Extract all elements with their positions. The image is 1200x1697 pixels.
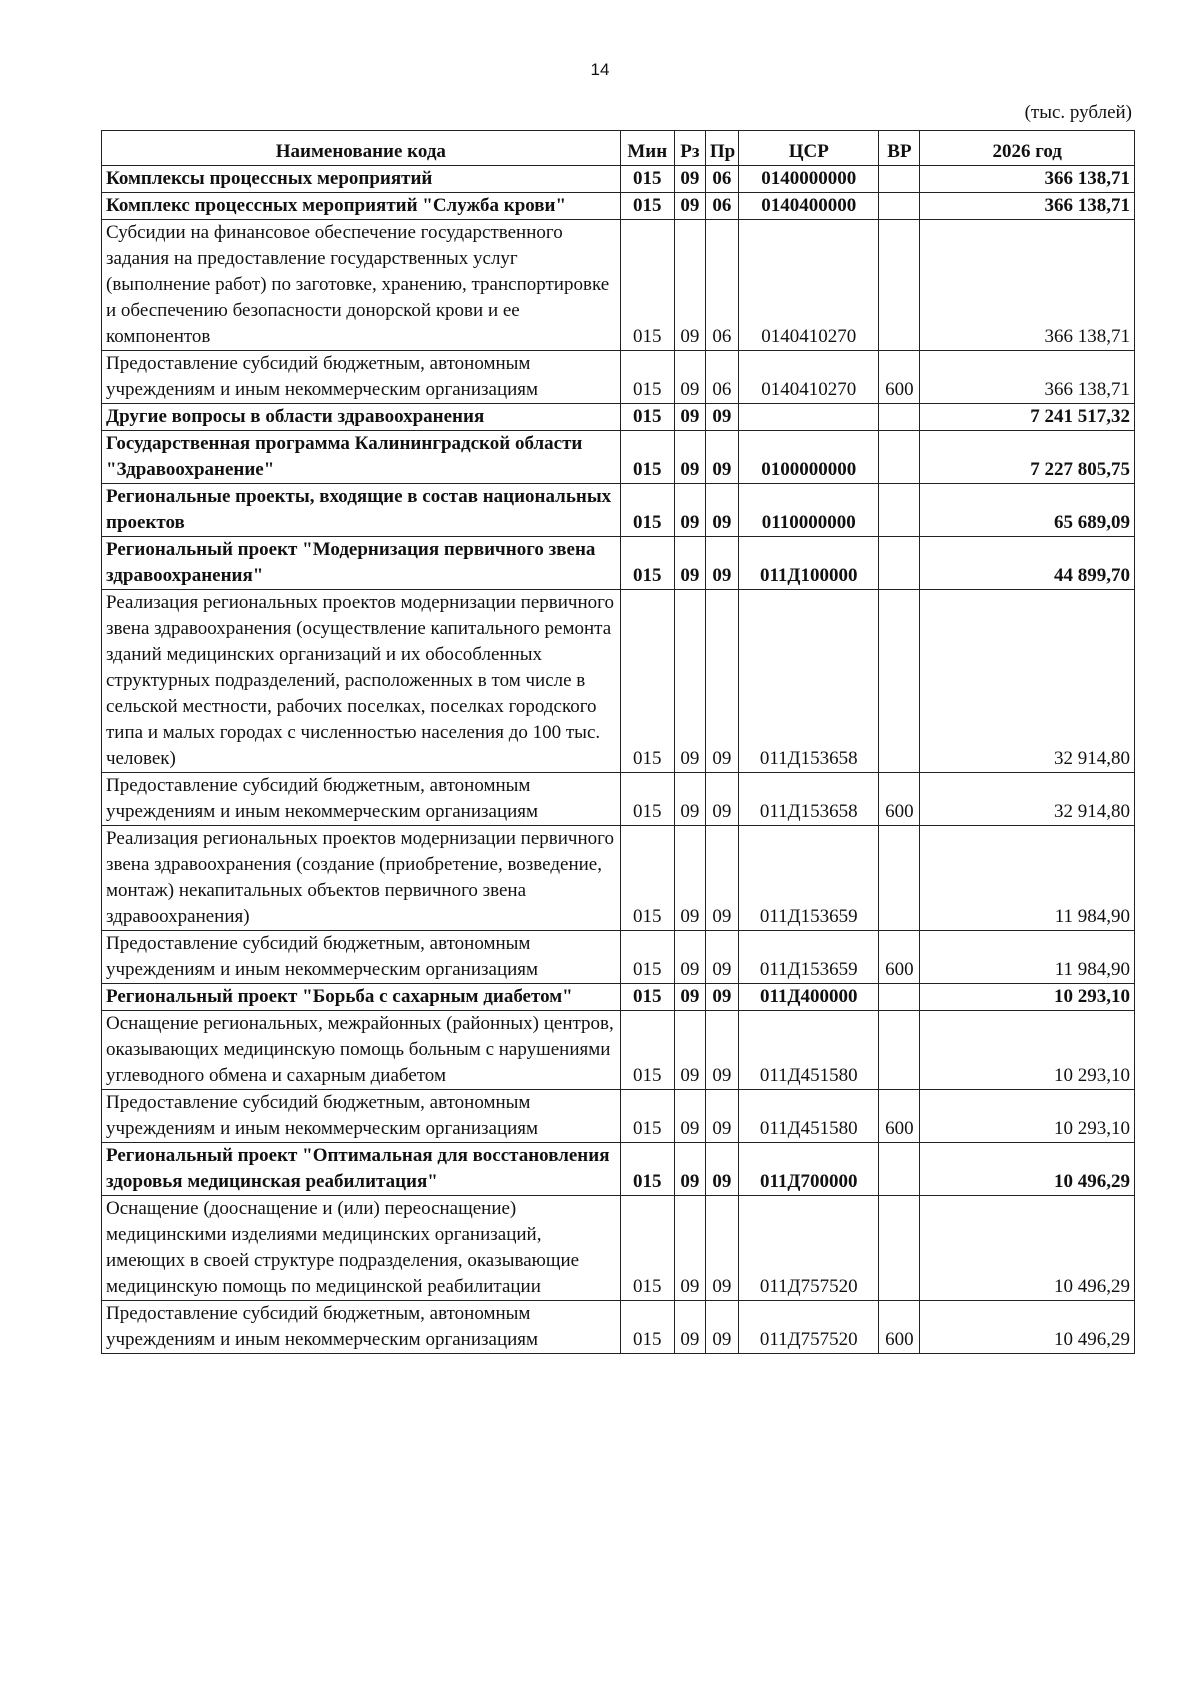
- cell-name: Предоставление субсидий бюджетным, автономным учреждениям и иным некоммерческим организациям: [102, 773, 621, 826]
- cell-name: Комплекс процессных мероприятий "Служба крови": [102, 193, 621, 220]
- cell-name: Реализация региональных проектов модернизации первичного звена здравоохранения (осуществление капитального ремонта зданий медицинских организаций и их обособленных структурных подразделений, расположенных в том числе в сельской местности, рабочих поселках, поселках городского типа и малых городах с численностью населения до 100 тыс. человек): [102, 590, 621, 773]
- cell-min: 015: [620, 984, 674, 1011]
- cell-amount: 11 984,90: [920, 826, 1135, 931]
- cell-rz: 09: [674, 404, 705, 431]
- cell-amount: 7 227 805,75: [920, 431, 1135, 484]
- header-pr: Пр: [705, 131, 738, 166]
- cell-vr: [879, 220, 920, 351]
- table-row: [102, 773, 1135, 826]
- cell-csr: 011Д757520: [739, 1196, 879, 1301]
- cell-rz: 09: [674, 826, 705, 931]
- cell-name: Оснащение (дооснащение и (или) переоснащение) медицинскими изделиями медицинских организаций, имеющих в своей структуре подразделения, оказывающие медицинскую помощь по медицинской реабилитации: [102, 1196, 621, 1301]
- cell-name: Реализация региональных проектов модернизации первичного звена здравоохранения (создание (приобретение, возведение, монтаж) некапитальных объектов первичного звена здравоохранения): [102, 826, 621, 931]
- page-number: 14: [590, 60, 610, 79]
- cell-vr: 600: [879, 351, 920, 404]
- cell-amount: 32 914,80: [920, 590, 1135, 773]
- cell-name: Региональный проект "Модернизация первичного звена здравоохранения": [102, 537, 621, 590]
- cell-vr: [879, 1196, 920, 1301]
- cell-rz: 09: [674, 1301, 705, 1354]
- cell-vr: [879, 484, 920, 537]
- cell-pr: 06: [705, 193, 738, 220]
- cell-amount: 366 138,71: [920, 351, 1135, 404]
- cell-vr: [879, 984, 920, 1011]
- cell-csr: 011Д451580: [739, 1011, 879, 1090]
- cell-vr: 600: [879, 931, 920, 984]
- cell-vr: [879, 166, 920, 193]
- cell-pr: 09: [705, 931, 738, 984]
- table-header-row: [102, 131, 1135, 166]
- table-row: [102, 166, 1135, 193]
- cell-amount: 65 689,09: [920, 484, 1135, 537]
- cell-min: 015: [620, 404, 674, 431]
- table-row: [102, 590, 1135, 773]
- table-row: [102, 431, 1135, 484]
- cell-min: 015: [620, 1196, 674, 1301]
- cell-name: Региональные проекты, входящие в состав национальных проектов: [102, 484, 621, 537]
- header-vr: ВР: [879, 131, 920, 166]
- cell-pr: 09: [705, 773, 738, 826]
- cell-rz: 09: [674, 773, 705, 826]
- cell-pr: 09: [705, 404, 738, 431]
- cell-min: 015: [620, 1090, 674, 1143]
- cell-min: 015: [620, 537, 674, 590]
- cell-csr: 0140410270: [739, 220, 879, 351]
- table-row: [102, 931, 1135, 984]
- cell-rz: 09: [674, 193, 705, 220]
- cell-csr: 011Д153658: [739, 590, 879, 773]
- cell-amount: 10 496,29: [920, 1143, 1135, 1196]
- cell-csr: 0140410270: [739, 351, 879, 404]
- budget-table: [101, 130, 1135, 1354]
- cell-pr: 09: [705, 826, 738, 931]
- table-row: [102, 984, 1135, 1011]
- cell-vr: [879, 537, 920, 590]
- cell-rz: 09: [674, 1196, 705, 1301]
- cell-rz: 09: [674, 166, 705, 193]
- cell-rz: 09: [674, 431, 705, 484]
- cell-pr: 09: [705, 1011, 738, 1090]
- cell-name: Региональный проект "Борьба с сахарным диабетом": [102, 984, 621, 1011]
- cell-csr: 011Д400000: [739, 984, 879, 1011]
- cell-min: 015: [620, 220, 674, 351]
- cell-pr: 09: [705, 537, 738, 590]
- cell-csr: 011Д700000: [739, 1143, 879, 1196]
- cell-pr: 06: [705, 166, 738, 193]
- cell-pr: 09: [705, 484, 738, 537]
- cell-min: 015: [620, 931, 674, 984]
- table-row: [102, 1143, 1135, 1196]
- cell-rz: 09: [674, 931, 705, 984]
- cell-amount: 10 496,29: [920, 1301, 1135, 1354]
- cell-pr: 09: [705, 590, 738, 773]
- cell-pr: 09: [705, 1143, 738, 1196]
- cell-amount: 10 496,29: [920, 1196, 1135, 1301]
- table-row: [102, 351, 1135, 404]
- cell-csr: 011Д100000: [739, 537, 879, 590]
- cell-amount: 44 899,70: [920, 537, 1135, 590]
- cell-csr: 0140400000: [739, 193, 879, 220]
- cell-vr: [879, 826, 920, 931]
- cell-csr: 011Д451580: [739, 1090, 879, 1143]
- cell-rz: 09: [674, 984, 705, 1011]
- cell-name: Оснащение региональных, межрайонных (районных) центров, оказывающих медицинскую помощь больным с нарушениями углеводного обмена и сахарным диабетом: [102, 1011, 621, 1090]
- cell-rz: 09: [674, 1090, 705, 1143]
- header-name: Наименование кода: [102, 131, 621, 166]
- table-row: [102, 826, 1135, 931]
- cell-amount: 366 138,71: [920, 220, 1135, 351]
- units-label: (тыс. рублей): [1024, 102, 1132, 123]
- table-row: [102, 484, 1135, 537]
- cell-min: 015: [620, 351, 674, 404]
- table-row: [102, 1196, 1135, 1301]
- cell-amount: 32 914,80: [920, 773, 1135, 826]
- cell-rz: 09: [674, 484, 705, 537]
- cell-name: Субсидии на финансовое обеспечение государственного задания на предоставление государственных услуг (выполнение работ) по заготовке, хранению, транспортировке и обеспечению безопасности донорской крови и ее компонентов: [102, 220, 621, 351]
- cell-min: 015: [620, 431, 674, 484]
- cell-amount: 11 984,90: [920, 931, 1135, 984]
- cell-csr: [739, 404, 879, 431]
- cell-min: 015: [620, 1011, 674, 1090]
- cell-amount: 366 138,71: [920, 166, 1135, 193]
- cell-csr: 011Д153659: [739, 931, 879, 984]
- cell-name: Предоставление субсидий бюджетным, автономным учреждениям и иным некоммерческим организациям: [102, 931, 621, 984]
- cell-vr: 600: [879, 1090, 920, 1143]
- cell-name: Предоставление субсидий бюджетным, автономным учреждениям и иным некоммерческим организациям: [102, 1090, 621, 1143]
- table-row: [102, 220, 1135, 351]
- cell-rz: 09: [674, 220, 705, 351]
- cell-vr: 600: [879, 1301, 920, 1354]
- cell-pr: 09: [705, 431, 738, 484]
- cell-rz: 09: [674, 537, 705, 590]
- cell-rz: 09: [674, 590, 705, 773]
- cell-min: 015: [620, 484, 674, 537]
- cell-amount: 10 293,10: [920, 1011, 1135, 1090]
- cell-csr: 0110000000: [739, 484, 879, 537]
- cell-vr: [879, 193, 920, 220]
- header-rz: Рз: [674, 131, 705, 166]
- cell-amount: 7 241 517,32: [920, 404, 1135, 431]
- cell-min: 015: [620, 826, 674, 931]
- cell-csr: 011Д757520: [739, 1301, 879, 1354]
- cell-rz: 09: [674, 1143, 705, 1196]
- cell-min: 015: [620, 1301, 674, 1354]
- cell-min: 015: [620, 1143, 674, 1196]
- table-row: [102, 1301, 1135, 1354]
- table-row: [102, 1011, 1135, 1090]
- cell-rz: 09: [674, 1011, 705, 1090]
- cell-name: Комплексы процессных мероприятий: [102, 166, 621, 193]
- table-row: [102, 404, 1135, 431]
- cell-vr: 600: [879, 773, 920, 826]
- cell-csr: 011Д153659: [739, 826, 879, 931]
- cell-name: Другие вопросы в области здравоохранения: [102, 404, 621, 431]
- cell-name: Предоставление субсидий бюджетным, автономным учреждениям и иным некоммерческим организациям: [102, 1301, 621, 1354]
- cell-name: Государственная программа Калининградской области "Здравоохранение": [102, 431, 621, 484]
- cell-min: 015: [620, 773, 674, 826]
- cell-rz: 09: [674, 351, 705, 404]
- cell-csr: 0100000000: [739, 431, 879, 484]
- cell-vr: [879, 431, 920, 484]
- header-year: 2026 год: [920, 131, 1135, 166]
- cell-min: 015: [620, 590, 674, 773]
- cell-csr: 0140000000: [739, 166, 879, 193]
- cell-vr: [879, 404, 920, 431]
- cell-vr: [879, 590, 920, 773]
- table-row: [102, 1090, 1135, 1143]
- cell-amount: 366 138,71: [920, 193, 1135, 220]
- cell-pr: 09: [705, 1090, 738, 1143]
- table-row: [102, 193, 1135, 220]
- cell-min: 015: [620, 166, 674, 193]
- cell-vr: [879, 1011, 920, 1090]
- cell-amount: 10 293,10: [920, 1090, 1135, 1143]
- cell-csr: 011Д153658: [739, 773, 879, 826]
- cell-vr: [879, 1143, 920, 1196]
- cell-pr: 09: [705, 984, 738, 1011]
- cell-amount: 10 293,10: [920, 984, 1135, 1011]
- header-min: Мин: [620, 131, 674, 166]
- cell-name: Региональный проект "Оптимальная для восстановления здоровья медицинская реабилитация": [102, 1143, 621, 1196]
- table-row: [102, 537, 1135, 590]
- cell-pr: 09: [705, 1196, 738, 1301]
- cell-min: 015: [620, 193, 674, 220]
- cell-pr: 09: [705, 1301, 738, 1354]
- cell-name: Предоставление субсидий бюджетным, автономным учреждениям и иным некоммерческим организациям: [102, 351, 621, 404]
- cell-pr: 06: [705, 220, 738, 351]
- header-csr: ЦСР: [739, 131, 879, 166]
- cell-pr: 06: [705, 351, 738, 404]
